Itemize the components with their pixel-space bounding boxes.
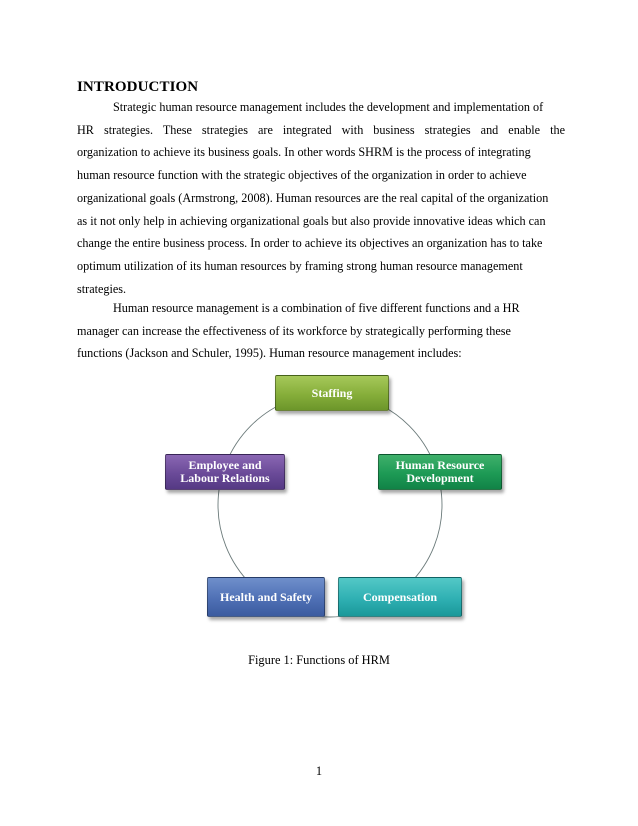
text-line: organizational goals (Armstrong, 2008). Human resources are the real capital of the organization	[77, 190, 549, 205]
text-line: HR strategies. These strategies are integrated with business strategies and enable the	[77, 122, 565, 137]
page-number: 1	[315, 764, 323, 778]
section-heading: INTRODUCTION	[77, 79, 199, 95]
figure-caption: Figure 1: Functions of HRM	[248, 653, 390, 667]
paragraph-intro	[77, 96, 565, 300]
node-label-line: Development	[406, 471, 474, 485]
text-line: change the entire business process. In order to achieve its objectives an organization has to take	[77, 236, 543, 251]
text-line: Strategic human resource management includes the development and implementation of	[113, 100, 544, 114]
node-label: Compensation	[362, 589, 437, 604]
node-staffing	[275, 375, 389, 411]
node-compensation	[338, 577, 462, 617]
text-line: optimum utilization of its human resources by framing strong human resource management	[77, 258, 523, 273]
node-health-and-safety	[207, 577, 325, 617]
text-line: Human resource management is a combination of five different functions and a HR	[113, 301, 520, 315]
text-line: as it not only help in achieving organizational goals but also provide innovative ideas which can	[77, 213, 546, 228]
node-label: Health and Safety	[219, 589, 312, 604]
text-line: manager can increase the effectiveness of its workforce by strategically performing these	[77, 323, 511, 338]
text-line: strategies.	[77, 281, 127, 296]
text-line: organization to achieve its business goals. In other words SHRM is the process of integrating	[77, 145, 531, 160]
text-line: human resource function with the strategic objectives of the organization in order to achieve	[77, 168, 527, 183]
node-label-line: Human Resource	[395, 458, 485, 472]
node-label: Staffing	[311, 385, 353, 400]
node-employee-and-labour-relations	[165, 454, 285, 490]
node-label-line: Employee and	[188, 458, 262, 472]
node-label	[396, 459, 485, 485]
node-human-resource-development	[378, 454, 502, 490]
paragraph-functions	[77, 297, 565, 365]
node-label-line: Labour Relations	[180, 471, 270, 485]
text-line: functions (Jackson and Schuler, 1995). Human resource management includes:	[77, 346, 462, 361]
hrm-cycle-diagram	[150, 365, 510, 630]
node-label	[180, 459, 269, 485]
